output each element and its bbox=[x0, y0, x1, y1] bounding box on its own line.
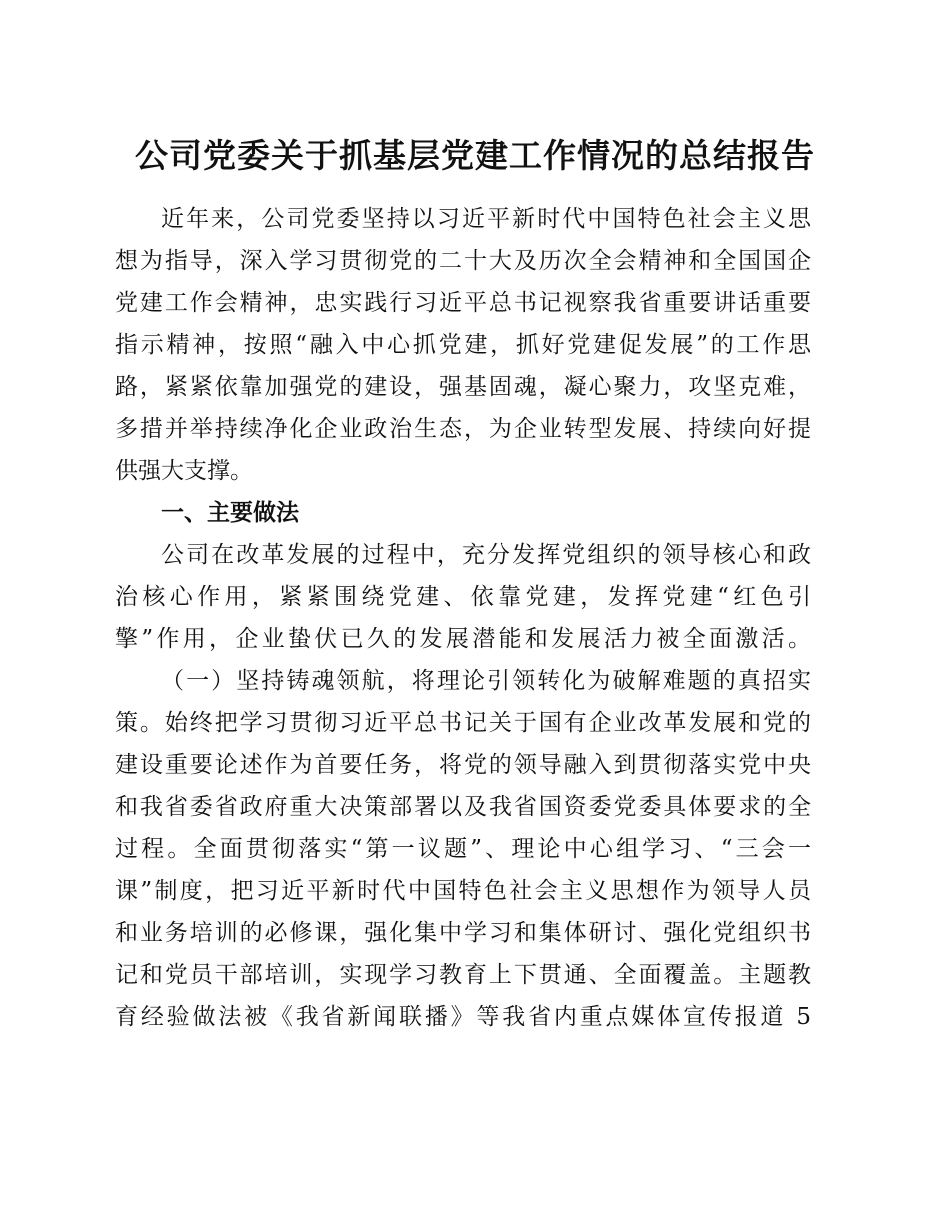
paragraph-line: 记和党员干部培训，实现学习教育上下贯通、全面覆盖。主题教 bbox=[115, 962, 811, 988]
paragraph-line: 公司在改革发展的过程中，充分发挥党组织的领导核心和政 bbox=[161, 542, 811, 568]
paragraph-line: 过程。全面贯彻落实“第一议题”、理论中心组学习、“三会一 bbox=[115, 836, 811, 862]
paragraph-line: 擎”作用，企业蛰伏已久的发展潜能和发展活力被全面激活。 bbox=[115, 626, 811, 652]
paragraph-line: （一）坚持铸魂领航，将理论引领转化为破解难题的真招实 bbox=[161, 668, 811, 694]
paragraph-line: 建设重要论述作为首要任务，将党的领导融入到贯彻落实党中央 bbox=[115, 752, 811, 778]
paragraph-line: 和业务培训的必修课，强化集中学习和集体研讨、强化党组织书 bbox=[115, 920, 811, 946]
paragraph-line: 近年来，公司党委坚持以习近平新时代中国特色社会主义思 bbox=[161, 206, 811, 232]
paragraph-line: 策。始终把学习贯彻习近平总书记关于国有企业改革发展和党的 bbox=[115, 710, 811, 736]
paragraph-line: 治核心作用，紧紧围绕党建、依靠党建，发挥党建“红色引 bbox=[115, 584, 811, 610]
paragraph-line: 指示精神，按照“融入中心抓党建，抓好党建促发展”的工作思 bbox=[115, 332, 811, 358]
section-heading: 一、主要做法 bbox=[161, 500, 299, 526]
paragraph-line: 供强大支撑。 bbox=[115, 458, 253, 484]
paragraph-line: 和我省委省政府重大决策部署以及我省国资委党委具体要求的全 bbox=[115, 794, 811, 820]
document-body bbox=[115, 198, 811, 1038]
paragraph-line: 育经验做法被《我省新闻联播》等我省内重点媒体宣传报道 5 bbox=[115, 1004, 811, 1030]
paragraph-line: 课”制度，把习近平新时代中国特色社会主义思想作为领导人员 bbox=[115, 878, 811, 904]
paragraph-line: 多措并举持续净化企业政治生态，为企业转型发展、持续向好提 bbox=[115, 416, 811, 442]
paragraph-line: 党建工作会精神，忠实践行习近平总书记视察我省重要讲话重要 bbox=[115, 290, 811, 316]
paragraph-line: 路，紧紧依靠加强党的建设，强基固魂，凝心聚力，攻坚克难， bbox=[115, 374, 811, 400]
document-title: 公司党委关于抓基层党建工作情况的总结报告 bbox=[135, 136, 815, 175]
paragraph-line: 想为指导，深入学习贯彻党的二十大及历次全会精神和全国国企 bbox=[115, 248, 811, 274]
